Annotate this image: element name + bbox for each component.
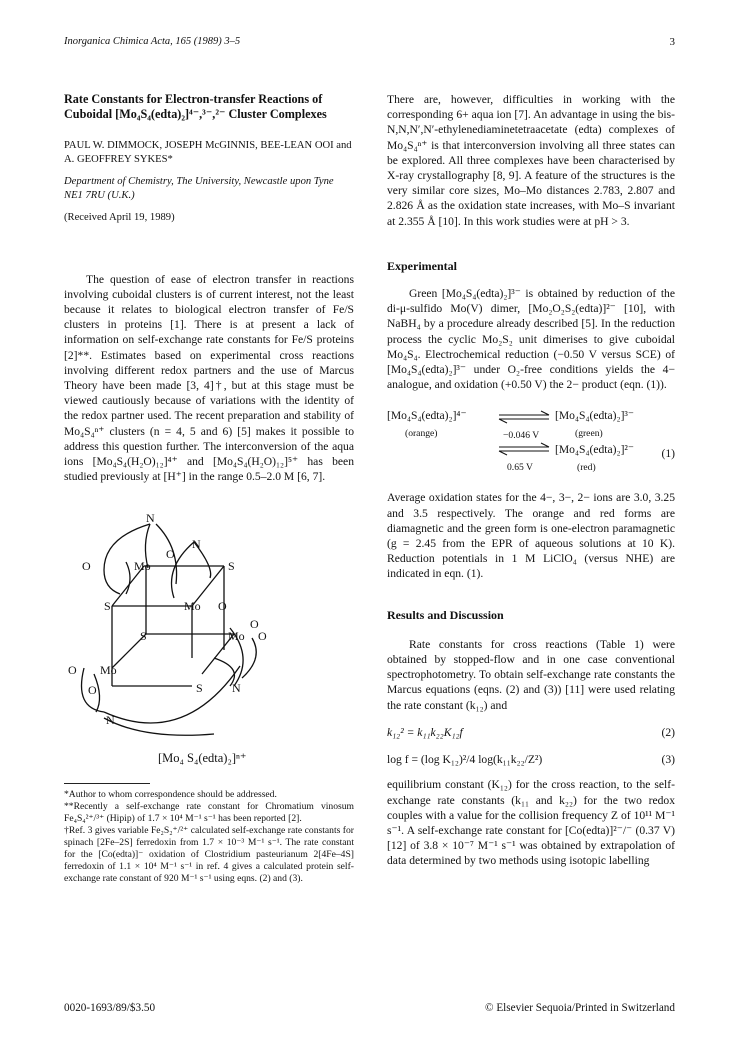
eq2-number: (2) <box>661 725 675 739</box>
eq1-arrow-1 <box>497 410 551 424</box>
atom-mo-1: Mo <box>134 559 151 573</box>
eq1-potential-2: 0.65 V <box>507 462 533 474</box>
equation-1 <box>387 406 675 476</box>
author-list: PAUL W. DIMMOCK, JOSEPH McGINNIS, BEE-LEAN OOI and A. GEOFFREY SYKES* <box>64 140 352 165</box>
oxidation-states-paragraph: Average oxidation states for the 4−, 3−, 2− ions are 3.0, 3.25 and 3.5 respectively. The orange and red forms are diamagnetic and the green form is one-electron paramagnetic (g = 2.45 from the EPR of aqueous solutions at 10 K). Reduction potentials in 1 M LiClO₄ (versus NHE) are indicated in eqn. (1). <box>387 491 675 581</box>
atom-mo-2: Mo <box>184 599 201 613</box>
eq3-number: (3) <box>661 753 675 767</box>
intro-continued: There are, however, difficulties in working with the corresponding 6+ aqua ion [7]. An advantage in using the bis-N,N,N′,N′-ethylenediaminetetraacetate (edta) complexes of Mo₄S₄ⁿ⁺ is that interconversion involving all three states can be explored. All three complexes have been characterised by X-ray crystallography [8, 9]. A feature of the structures is the very similar core sizes, Mo–Mo distances 2.783, 2.807 and 2.826 Å as the oxidation state increases, with Mo–S invariant at 2.355 Å [10]. In this work studies were at pH > 3. <box>387 93 675 228</box>
atom-o-6: O <box>68 663 77 677</box>
eq1-arrow-2 <box>497 442 551 456</box>
atom-n-2: N <box>192 537 201 551</box>
received-date: (Received April 19, 1989) <box>64 212 175 224</box>
experimental-paragraph: Green [Mo₄S₄(edta)₂]³⁻ is obtained by reduction of the di-μ-sulfido Mo(V) dimer, [Mo₂O₂S₂(edta)]²⁻ [10], with NaBH₄ by a procedure already described [5]. In the reduction process the cyclic Mo₂S₂ unit dimerises to give cuboidal Mo₄S₄. Electrochemical reduction (−0.50 V versus SCE) of [Mo₄S₄(edta)₂]³⁻ under O₂-free conditions yields the 4− analogue, and oxidation (+0.50 V) the 2− product (eqn. (1)). <box>387 287 675 392</box>
cluster-structure-figure <box>64 508 354 770</box>
footer-publisher: © Elsevier Sequoia/Printed in Switzerland <box>485 1002 675 1014</box>
atom-s-2: S <box>104 599 111 613</box>
page-number: 3 <box>669 36 675 48</box>
atom-s-4: S <box>196 681 203 695</box>
atom-o-3: O <box>218 599 227 613</box>
footnotes <box>64 789 354 885</box>
experimental-heading: Experimental <box>387 258 457 273</box>
article-title: Rate Constants for Electron-transfer Reactions of Cuboidal [Mo₄S₄(edta)₂]⁴⁻,³⁻,²⁻ Cluster Complexes <box>64 92 327 121</box>
results-heading: Results and Discussion <box>387 607 504 622</box>
atom-n-4: N <box>106 713 115 727</box>
eq1-mid-species: [Mo₄S₄(edta)₂]³⁻ <box>555 409 635 423</box>
atom-mo-3: Mo <box>228 629 245 643</box>
atom-n-3: N <box>232 681 241 695</box>
footnote-2: **Recently a self-exchange rate constant for Chromatium vinosum Fe₄S₄²⁺/³⁺ (Hipip) of 1.7 × 10⁴ M⁻¹ s⁻¹ has been reported [2]. <box>64 801 354 824</box>
atom-mo-4: Mo <box>100 663 117 677</box>
footnote-3: †Ref. 3 gives variable Fe₂S₂⁺/²⁺ calculated self-exchange rate constants for spinach [2Fe–2S] ferredoxin from 1.7 × 10⁻³ M⁻¹ s⁻¹. The rate constant for the [Co(edta)]⁻ oxidation of Clostridium pasteurianum 2[4Fe–4S] ferredoxin of 1.1 × 10⁴ M⁻¹ s⁻¹ in ref. 4 gives a calculated protein self-exchange rate constant of 920 M⁻¹ s⁻¹ using eqns. (2) and (3). <box>64 825 354 884</box>
equation-3 <box>387 752 675 767</box>
footer-code: 0020-1693/89/$3.50 <box>64 1002 156 1014</box>
results-paragraph: Rate constants for cross reactions (Table 1) were obtained by stopped-flow and in one case conventional spectrophotometry. To obtain self-exchange rate constants the Marcus equations (eqns. (2) and (3)) [11] were used relating the rate constant (k₁₂) and <box>387 637 675 712</box>
atom-o-7: O <box>88 683 97 697</box>
atom-o-2: O <box>82 559 91 573</box>
atom-o-4: O <box>250 617 259 631</box>
atom-s-3: S <box>140 629 147 643</box>
atom-s-1: S <box>228 559 235 573</box>
eq1-right-species: [Mo₄S₄(edta)₂]²⁻ <box>555 443 635 457</box>
structure-caption: [Mo₄ S₄(edta)₂]ⁿ⁺ <box>158 751 247 765</box>
footnote-1: *Author to whom correspondence should be addressed. <box>64 789 277 800</box>
eq1-left-species: [Mo₄S₄(edta)₂]⁴⁻ <box>387 409 467 423</box>
atom-o-5: O <box>258 629 267 643</box>
results-continued: equilibrium constant (K₁₂) for the cross reaction, to the self-exchange rate constants (k₁₁ and k₂₂) for the two redox couples with a value for the collision frequency Z of 10¹¹ M⁻¹ s⁻¹. A self-exchange rate constant for [Co(edta)]²⁻/⁻ (0.37 V) [12] of 3.8 × 10⁻⁷ M⁻¹ s⁻¹ was obtained by extrapolation of data determined by two methods using isotopic labelling <box>387 778 675 868</box>
right-column <box>387 92 675 869</box>
left-column <box>64 92 354 484</box>
atom-n-top: N <box>146 511 155 525</box>
eq1-right-color: (red) <box>577 462 596 474</box>
eq1-number: (1) <box>661 447 675 461</box>
intro-paragraph: The question of ease of electron transfer in reactions involving cuboidal clusters is of current interest, not the least because it relates to biological electron transfer of Fe/S clusters in proteins [1]. There is at present a lack of information on self-exchange rate constants for Fe/S proteins [2]**. Estimates based on experimental cross reactions involving different redox partners and the use of Marcus Theory have been made [3, 4]†, but at this stage must be viewed cautiously because of variations with the identity of the redox partner used. The recent preparation and stability of Mo₄S₄ⁿ⁺ clusters (n = 4, 5 and 6) [5] makes it possible to address this question further. The interconversion of the aqua ions [Mo₄S₄(H₂O)₁₂]⁴⁺ and [Mo₄S₄(H₂O)₁₂]⁵⁺ has been studied previously at [H⁺] in the range 0.5–2.0 M [6, 7]. <box>64 272 354 484</box>
atom-o-1: O <box>166 547 175 561</box>
footnote-rule <box>64 783 150 784</box>
eq1-mid-color: (green) <box>575 428 603 440</box>
journal-header: Inorganica Chimica Acta, 165 (1989) 3–5 <box>64 36 241 47</box>
eq3-text: log f = (log K₁₂)²/4 log(k₁₁k₂₂/Z²) <box>387 753 543 767</box>
affiliation: Department of Chemistry, The University, Newcastle upon Tyne NE1 7RU (U.K.) <box>64 176 334 201</box>
eq1-potential-1: −0.046 V <box>503 430 540 442</box>
eq1-left-color: (orange) <box>405 428 438 440</box>
equation-2 <box>387 725 675 740</box>
eq2-text: k₁₂² = k₁₁k₂₂K₁₂f <box>387 725 463 739</box>
